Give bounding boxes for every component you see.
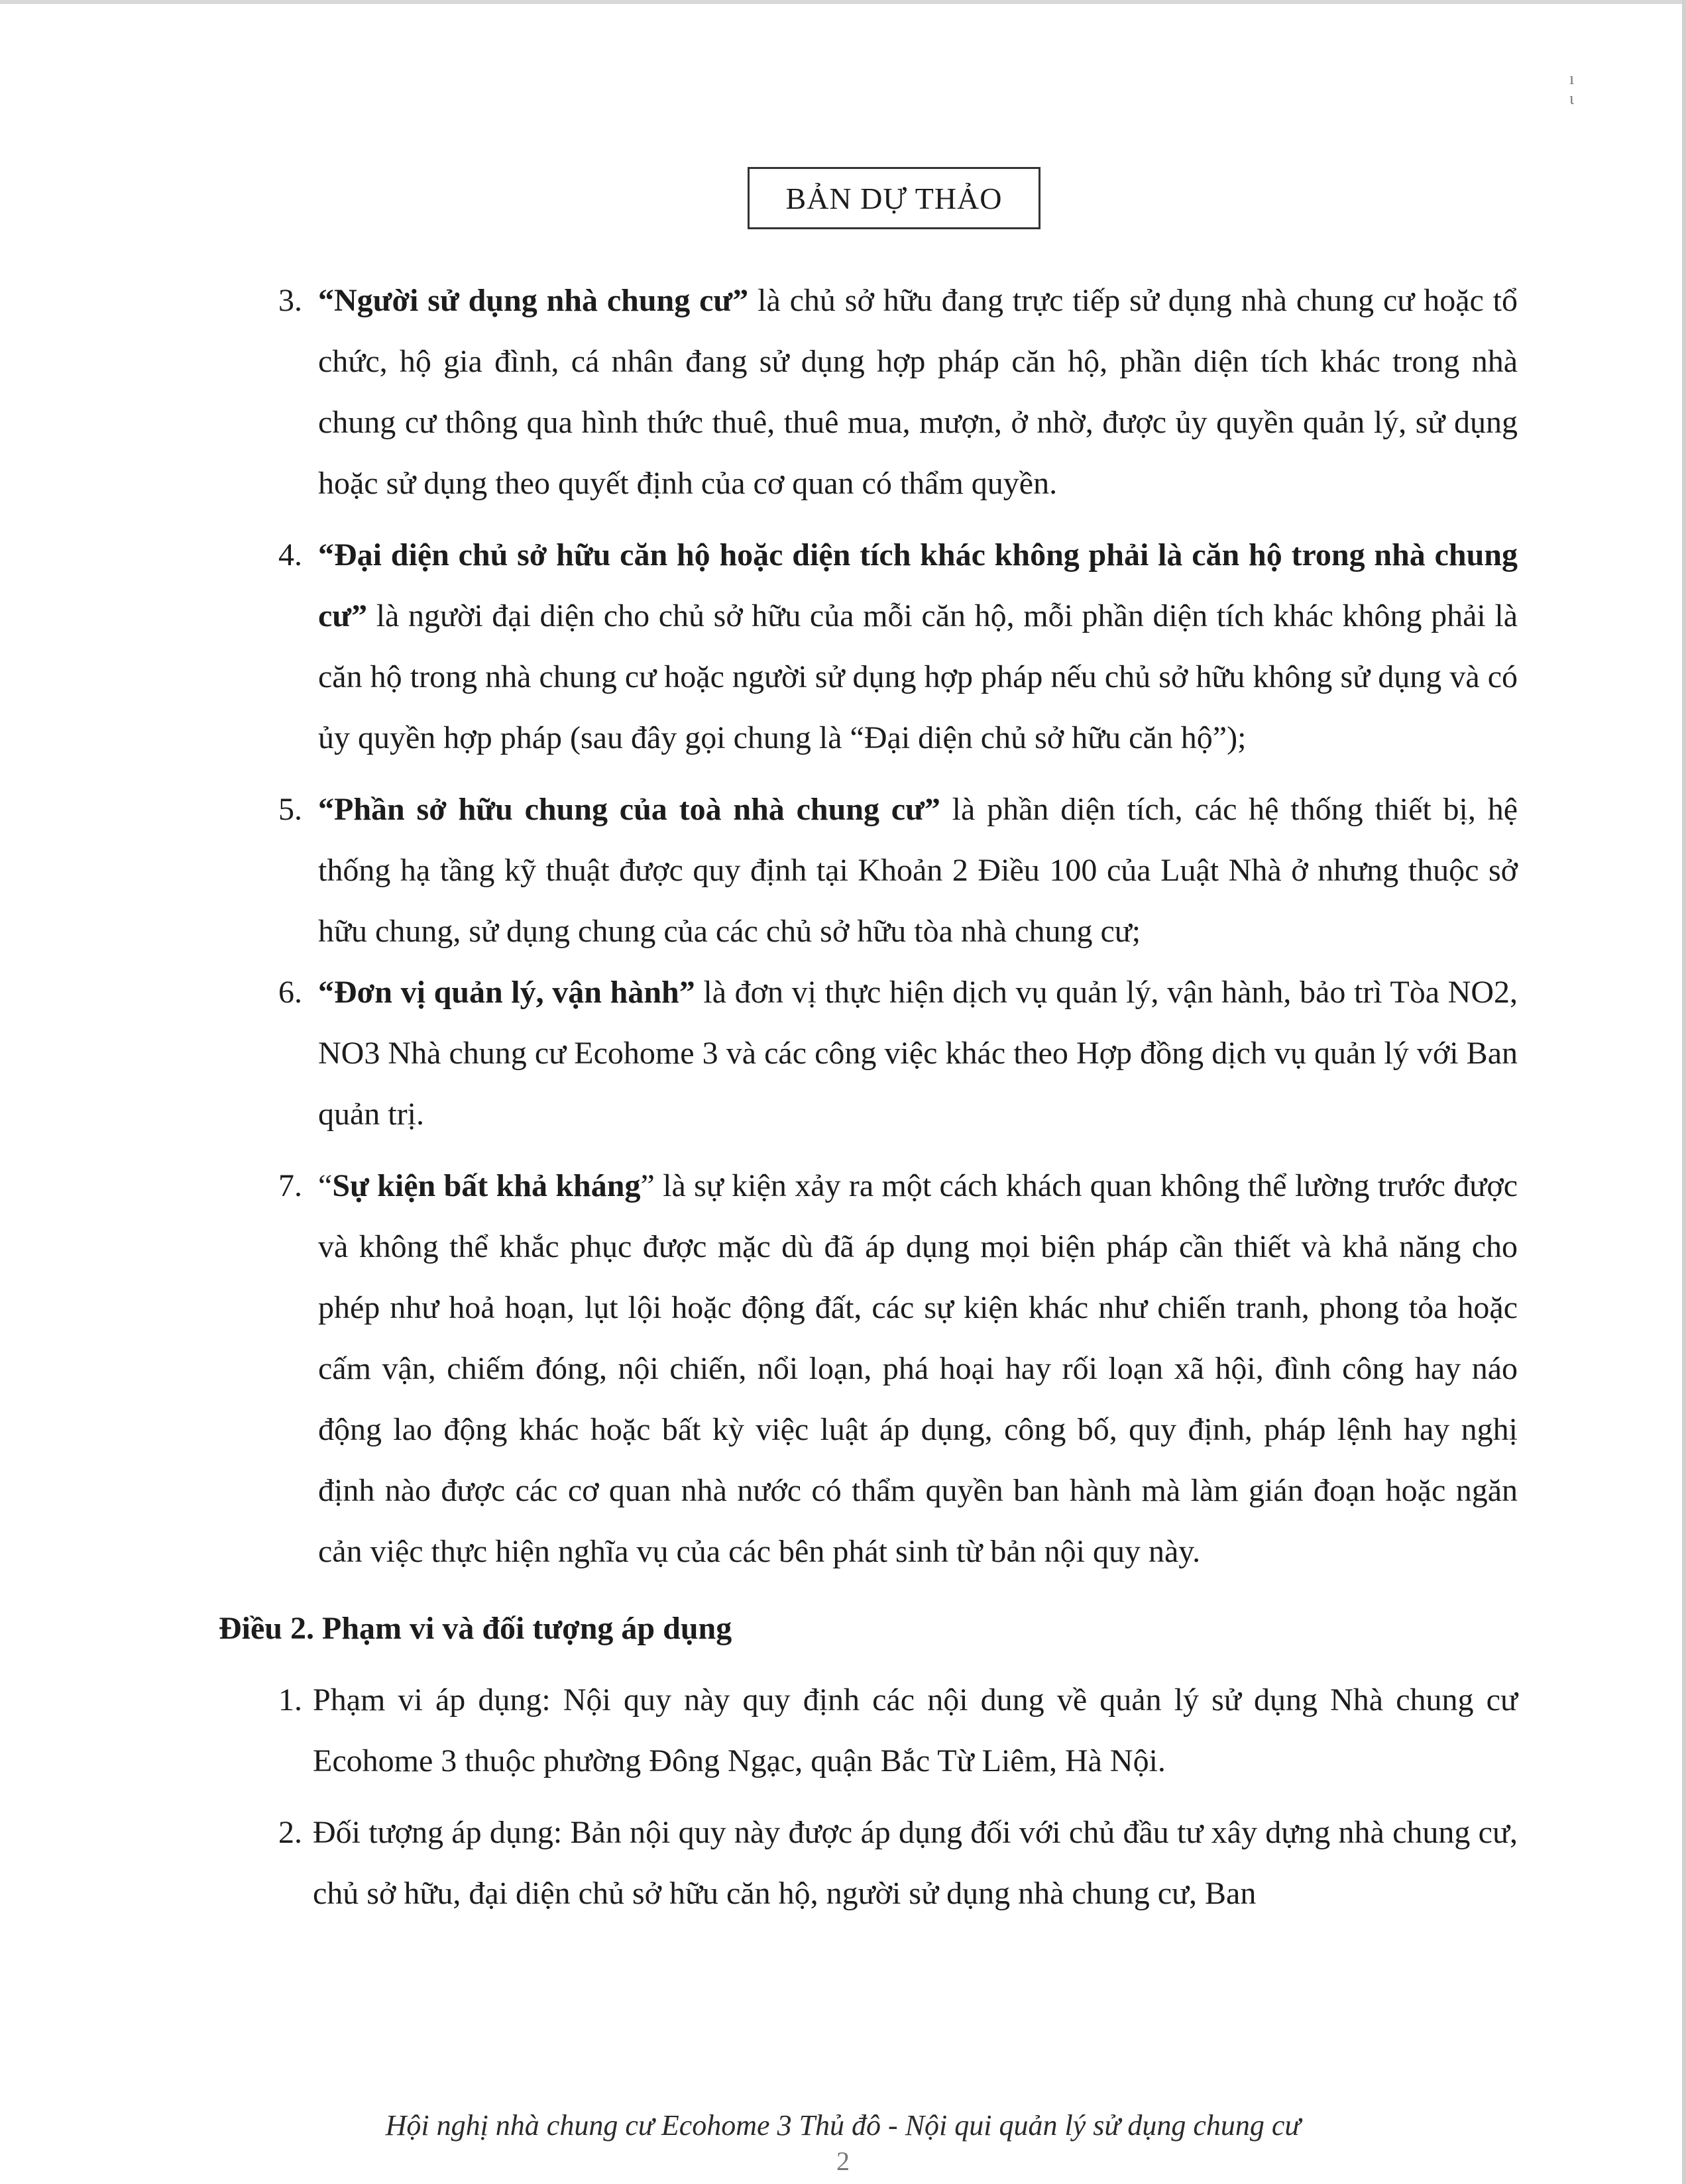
item-number: 5. [278,792,302,827]
definition-text: là phần diện tích, các hệ thống thiết bị, hệ thống hạ tầng kỹ thuật được quy định tại Khoản 2 Điều 100 của Luật Nhà ở nhưng thuộc sở hữu chung, sử dụng chung của các chủ sở hữu tòa nhà chung cư; [318,792,1518,949]
document-body [219,270,1518,1924]
definition-item [219,1156,1518,1582]
definition-term: Sự kiện bất khả kháng [332,1168,641,1203]
item-number: 4. [278,537,302,573]
scan-edge-top [0,0,1686,4]
definition-text: là chủ sở hữu đang trực tiếp sử dụng nhà chung cư hoặc tổ chức, hộ gia đình, cá nhân đang sử dụng hợp pháp căn hộ, phần diện tích khác trong nhà chung cư thông qua hình thức thuê, thuê mua, mượn, ở nhờ, được ủy quyền quản lý, sử dụng hoặc sử dụng theo quyết định của cơ quan có thẩm quyền. [318,283,1518,501]
definition-item [219,270,1518,514]
scan-marks: ı ɩ [1569,69,1633,108]
page-number: 2 [836,2146,850,2176]
article-item-text: Phạm vi áp dụng: Nội quy này quy định các nội dung về quản lý sử dụng Nhà chung cư Ecohome 3 thuộc phường Đông Ngạc, quận Bắc Từ Liêm, Hà Nội. [313,1682,1518,1778]
article-item-text: Đối tượng áp dụng: Bản nội quy này được áp dụng đối với chủ đầu tư xây dựng nhà chung cư, chủ sở hữu, đại diện chủ sở hữu căn hộ, người sử dụng nhà chung cư, Ban [313,1815,1518,1911]
footer-title: Hội nghị nhà chung cư Ecohome 3 Thủ đô - Nội qui quản lý sử dụng chung cư [385,2109,1301,2142]
definition-text: là đơn vị thực hiện dịch vụ quản lý, vận hành, bảo trì Tòa NO2, NO3 Nhà chung cư Ecohome 3 và các công việc khác theo Hợp đồng dịch vụ quản lý với Ban quản trị. [318,975,1518,1132]
item-number: 7. [278,1168,302,1203]
item-number: 1. [278,1682,302,1718]
definition-term: “Đại diện chủ sở hữu căn hộ hoặc diện tích khác không phải là căn hộ trong nhà chung cư” [318,537,1518,633]
definition-text: là sự kiện xảy ra một cách khách quan không thể lường trước được và không thể khắc phục được mặc dù đã áp dụng mọi biện pháp cần thiết và khả năng cho phép như hoả hoạn, lụt lội hoặc động đất, các sự kiện khác như chiến tranh, phong tỏa hoặc cấm vận, chiếm đóng, nội chiến, nổi loạn, phá hoại hay rối loạn xã hội, đình công hay náo động lao động khác hoặc bất kỳ việc luật áp dụng, công bố, quy định, pháp lệnh hay nghị định nào được các cơ quan nhà nước có thẩm quyền ban hành mà làm gián đoạn hoặc ngăn cản việc thực hiện nghĩa vụ của các bên phát sinh từ bản nội quy này. [318,1168,1518,1569]
item-number: 6. [278,975,302,1010]
quote-open: “ [318,1168,333,1203]
definition-text: là người đại diện cho chủ sở hữu của mỗi căn hộ, mỗi phần diện tích khác không phải là căn hộ trong nhà chung cư hoặc người sử dụng hợp pháp nếu chủ sở hữu không sử dụng và có ủy quyền hợp pháp (sau đây gọi chung là “Đại diện chủ sở hữu căn hộ”); [318,598,1518,755]
quote-close: ” [640,1168,655,1203]
article-item [219,1802,1518,1924]
draft-label-box [748,167,1040,229]
definition-item [219,525,1518,769]
item-number: 3. [278,283,302,318]
definition-item [219,962,1518,1145]
draft-label: BẢN DỰ THẢO [785,181,1003,215]
definition-term: “Phần sở hữu chung của toà nhà chung cư” [318,792,940,827]
article-heading: Điều 2. Phạm vi và đối tượng áp dụng [219,1611,732,1646]
definition-term: “Đơn vị quản lý, vận hành” [318,975,695,1010]
scan-edge-right [1682,0,1686,2184]
article-item [219,1670,1518,1792]
definition-item [219,779,1518,962]
item-number: 2. [278,1815,302,1850]
definition-term: “Người sử dụng nhà chung cư” [318,283,749,318]
